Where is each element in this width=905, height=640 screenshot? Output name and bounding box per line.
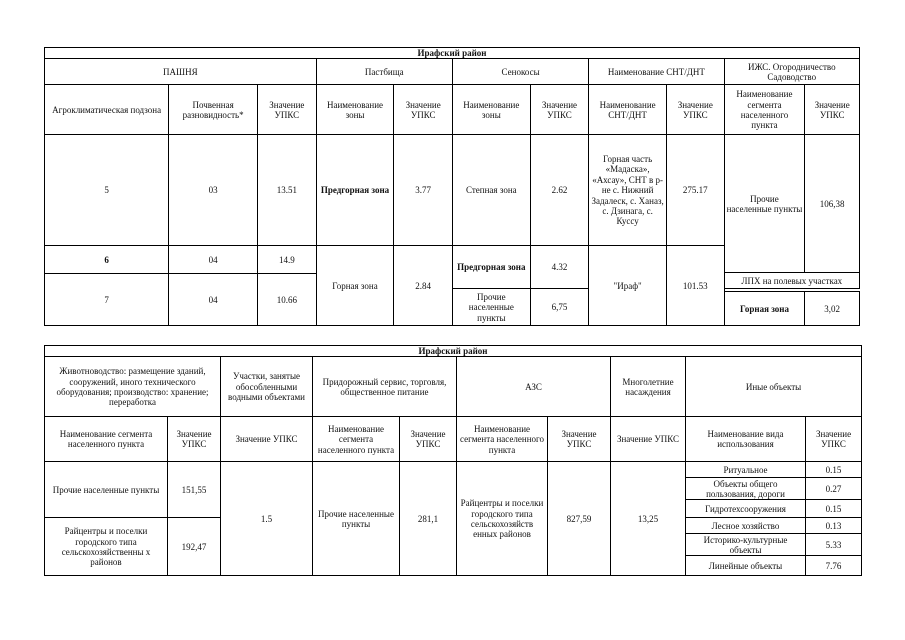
table-cell: 5 [45,135,169,246]
table-cell: 04 [169,246,258,274]
column-header: Наименование зоны [316,85,394,135]
column-header: Значение УПКС [258,85,317,135]
table-cell: 14.9 [258,246,317,274]
table-cell: 3.77 [394,135,453,246]
table-cell: Линейные объекты [686,556,806,576]
column-header: Наименование сегмента населенного пункта [313,417,400,462]
column-header: Значение УПКС [530,85,589,135]
group-header-snt: Наименование СНТ/ДНТ [589,59,724,85]
table-cell: Райцентры и поселки городского типа сельскохозяйственны х районов [45,518,168,576]
upks-table-other-use [44,345,862,576]
table-cell: Горная зона [316,246,394,326]
group-header-pashnya: ПАШНЯ [45,59,317,85]
table-cell: "Ираф" [589,246,667,326]
column-header: Наименование зоны [452,85,530,135]
table-cell: 03 [169,135,258,246]
group-header-pridorozhny: Придорожный сервис, торговля, общественное питание [313,357,457,417]
table-cell: 0.15 [806,462,862,478]
table-cell: 13,25 [611,462,686,576]
table-cell: Прочие населенные пункты [45,462,168,518]
table-cell: Предгорная зона [452,246,530,289]
lph-header: ЛПХ на полевых участках [724,273,859,289]
table-cell: Горная часть «Мадаска», «Ахсау», СНТ в р-не с. Нижний Задалеск, с. Ханаз, с. Дзинага, с. Куссу [589,135,667,246]
table-cell: 281,1 [400,462,457,576]
table-cell: 4.32 [530,246,589,289]
table-title: Ирафский район [45,346,862,357]
table-cell: 7 [45,274,169,326]
table-cell: 106,38 [805,135,860,273]
column-header: Наименование сегмента населенного пункта [724,85,805,135]
table-cell: Прочие населенные пункты [313,462,400,576]
column-header: Значение УПКС [221,417,313,462]
column-header: Значение УПКС [394,85,453,135]
table-cell: 6,75 [530,289,589,326]
table-cell: 151,55 [168,462,221,518]
table-cell: 04 [169,274,258,326]
table-cell: 6 [45,246,169,274]
group-header-izhs: ИЖС. Огородничество Садоводство [724,59,859,85]
table-cell: 0.15 [806,500,862,518]
group-header-uchastki: Участки, занятые обособленными водными объектами [221,357,313,417]
table-cell: 101.53 [667,246,725,326]
column-header: Значение УПКС [667,85,725,135]
table-cell: 0.13 [806,518,862,534]
group-header-zhivotnovodstvo: Животноводство: размещение зданий, сооружений, иного технического оборудования; производство: хранение; переработка [45,357,221,417]
group-header-inye: Иные объекты [686,357,862,417]
column-header: Агроклиматическая подзона [45,85,169,135]
table-cell: Объекты общего пользования, дороги [686,478,806,500]
column-header: Значение УПКС [806,417,862,462]
column-header: Наименование сегмента населенного пункта [45,417,168,462]
table-cell: Прочие населенные пункты [724,135,805,273]
group-header-senokosy: Сенокосы [452,59,588,85]
column-header: Значение УПКС [548,417,611,462]
table-cell: Гидротехсооружения [686,500,806,518]
column-header: Наименование вида использования [686,417,806,462]
table-cell: Степная зона [452,135,530,246]
table-cell: Прочие населенные пункты [452,289,530,326]
table-cell: 3,02 [805,292,860,326]
column-header: Значение УПКС [400,417,457,462]
table-cell: Горная зона [724,292,805,326]
upks-table-agricultural [44,47,860,326]
column-header: Значение УПКС [168,417,221,462]
table-cell: 2.62 [530,135,589,246]
table-cell: 5.33 [806,534,862,556]
table-cell: Историко-культурные объекты [686,534,806,556]
column-header: Почвенная разновидность* [169,85,258,135]
table-cell: Райцентры и поселки городского типа сельскохозяйств енных районов [457,462,548,576]
table-cell: 2.84 [394,246,453,326]
table-title: Ирафский район [45,48,860,59]
table-cell: 13.51 [258,135,317,246]
table-cell: 1.5 [221,462,313,576]
table-cell: 10.66 [258,274,317,326]
table-cell: Лесное хозяйство [686,518,806,534]
column-header: Наименование сегмента населенного пункта [457,417,548,462]
table-cell: 827,59 [548,462,611,576]
table-cell: 275.17 [667,135,725,246]
table-cell: 7.76 [806,556,862,576]
table-cell: Ритуальное [686,462,806,478]
column-header: Значение УПКС [805,85,860,135]
column-header: Наименование СНТ/ДНТ [589,85,667,135]
table-cell: Предгорная зона [316,135,394,246]
table-cell: 0.27 [806,478,862,500]
group-header-azs: АЗС [457,357,611,417]
column-header: Значение УПКС [611,417,686,462]
group-header-pastbisha: Пастбища [316,59,452,85]
table-cell: 192,47 [168,518,221,576]
group-header-mnogoletnie: Многолетние насаждения [611,357,686,417]
